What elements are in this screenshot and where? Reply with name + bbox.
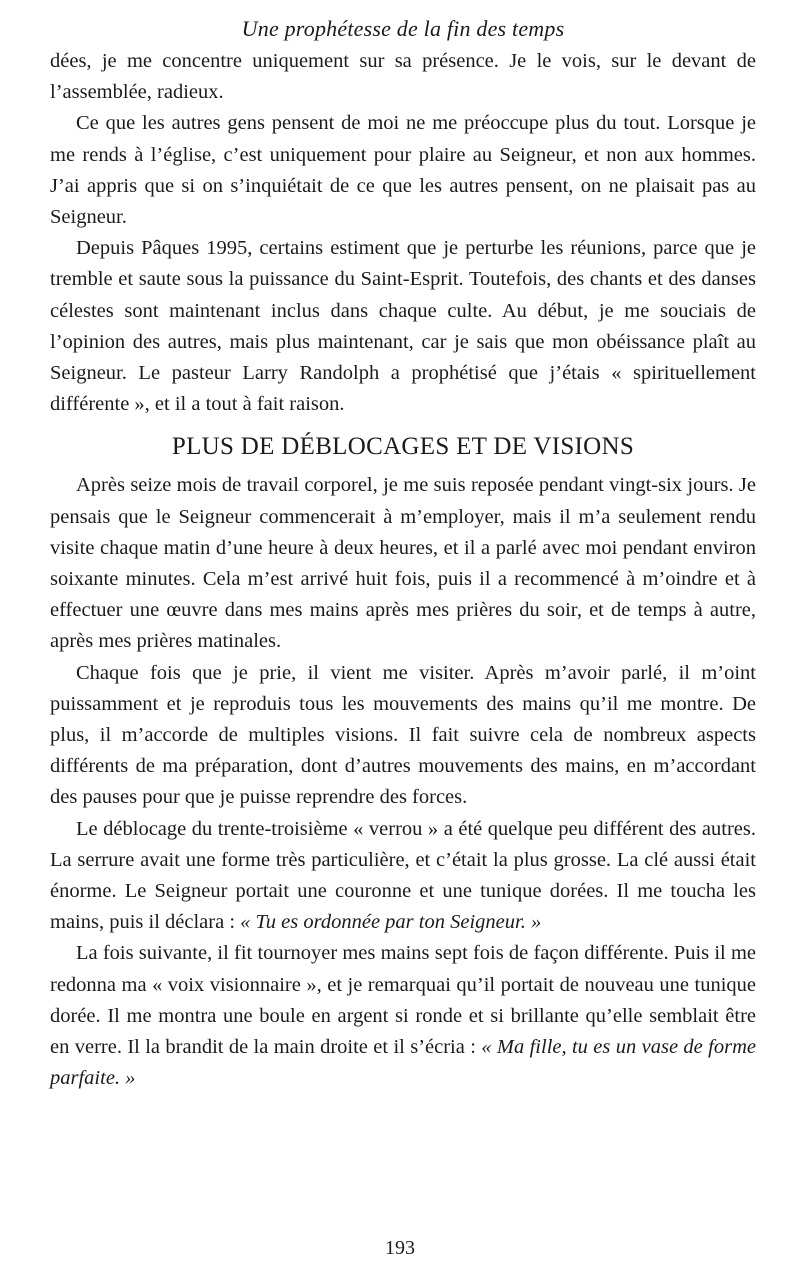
italic-quote: « Ma fille, tu es un vase de forme parfaite. »	[50, 1036, 756, 1090]
paragraph: Depuis Pâques 1995, certains estiment que je perturbe les réunions, parce que je tremble et saute sous la puissance du Saint-Esprit. Toutefois, des chants et des danses célestes sont maintenant inclus dans chaque culte. Au début, je me souciais de l’opinion des autres, mais plus maintenant, car je sais que mon obéissance plaît au Seigneur. Le pasteur Larry Randolph a prophétisé que j’étais « spirituellement différente », et il a tout à fait raison.	[50, 237, 756, 416]
paragraph: dées, je me concentre uniquement sur sa présence. Je le vois, sur le devant de l’assemblée, radieux.	[50, 50, 756, 104]
page-number: 193	[385, 1237, 415, 1259]
paragraph: Ce que les autres gens pensent de moi ne me préoccupe plus du tout. Lorsque je me rends à l’église, c’est uniquement pour plaire au Seigneur, et non aux hommes. J’ai appris que si on s’inquiétait de ce que les autres pensent, on ne plaisait pas au Seigneur.	[50, 112, 756, 229]
running-head: Une prophétesse de la fin des temps	[241, 16, 565, 41]
book-page	[50, 14, 756, 1095]
section-title: PLUS DE DÉBLOCAGES ET DE VISIONS	[171, 433, 635, 461]
paragraph: Après seize mois de travail corporel, je me suis reposée pendant vingt-six jours. Je pensais que le Seigneur commencerait à m’employer, mais il m’a seulement rendu visite chaque matin d’une heure à deux heures, et il a parlé avec moi pendant environ soixante minutes. Cela m’est arrivé huit fois, puis il a recommencé à m’oindre et à effectuer une œuvre dans mes mains après mes prières du soir, et de temps à autre, après mes prières matinales.	[50, 474, 756, 653]
paragraph-text: La fois suivante, il fit tournoyer mes mains sept fois de façon différente. Puis il me redonna ma « voix visionnaire », et je remarquai qu’il portait de nouveau une tunique dorée. Il me montra une boule en argent si ronde et si brillante qu’elle semblait être en verre. Il la brandit de la main droite et il s’écria :	[50, 942, 756, 1059]
paragraph	[50, 814, 756, 939]
paragraph	[50, 938, 756, 1094]
italic-quote: « Tu es ordonnée par ton Seigneur. »	[240, 911, 542, 934]
paragraph-text: Le déblocage du trente-troisième « verrou » a été quelque peu différent des autres. La serrure avait une forme très particulière, et c’était la plus grosse. La clé aussi était énorme. Le Seigneur portait une couronne et une tunique dorées. Il me toucha les mains, puis il déclara :	[50, 817, 756, 934]
paragraph: Chaque fois que je prie, il vient me visiter. Après m’avoir parlé, il m’oint puissamment et je reproduis tous les mouvements des mains qu’il me montre. De plus, il m’accorde de multiples visions. Il fait suivre cela de nombreux aspects différents de ma préparation, dont d’autres mouvements des mains, en m’accordant des pauses pour que je puisse reprendre des forces.	[50, 661, 756, 809]
